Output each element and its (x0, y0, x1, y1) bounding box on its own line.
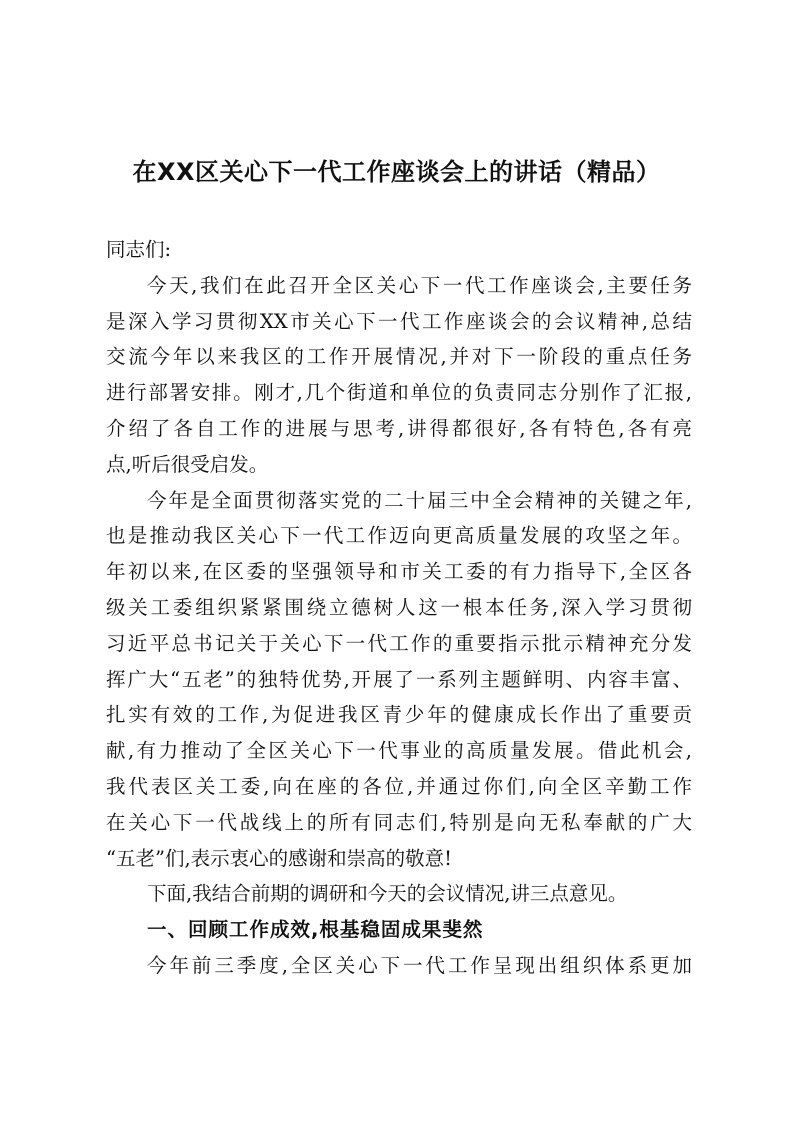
paragraph-line: 扎实有效的工作,为促进我区青少年的健康成长作出了重要贡 (106, 703, 692, 727)
document-title: 在XX区关心下一代工作座谈会上的讲话（精品） (132, 158, 661, 186)
paragraph-line: 献,有力推动了全区关心下一代事业的高质量发展。借此机会, (106, 739, 692, 763)
paragraph-line: 今年是全面贯彻落实党的二十届三中全会精神的关键之年, (147, 488, 692, 512)
paragraph-line: 点,听后很受启发。 (106, 452, 269, 476)
paragraph-line: 进行部署安排。刚才,几个街道和单位的负责同志分别作了汇报, (106, 381, 692, 405)
paragraph-line: 我代表区关工委,向在座的各位,并通过你们,向全区辛勤工作 (106, 774, 692, 798)
paragraph-line: 挥广大“五老”的独特优势,开展了一系列主题鲜明、内容丰富、 (106, 667, 692, 691)
paragraph-line: “五老”们,表示衷心的感谢和崇高的敬意! (106, 846, 452, 870)
paragraph-line: 今年前三季度,全区关心下一代工作呈现出组织体系更加 (147, 953, 692, 977)
paragraph-line: 介绍了各自工作的进展与思考,讲得都很好,各有特色,各有亮 (106, 416, 692, 440)
paragraph-line: 级关工委组织紧紧围绕立德树人这一根本任务,深入学习贯彻 (106, 595, 692, 619)
paragraph-line: 今天,我们在此召开全区关心下一代工作座谈会,主要任务 (147, 273, 692, 297)
paragraph-line: 也是推动我区关心下一代工作迈向更高质量发展的攻坚之年。 (106, 524, 692, 548)
section-heading: 一、回顾工作成效,根基稳固成果斐然 (147, 918, 484, 942)
paragraph-line: 下面,我结合前期的调研和今天的会议情况,讲三点意见。 (147, 882, 628, 906)
paragraph-line: 是深入学习贯彻XX市关心下一代工作座谈会的会议精神,总结 (106, 309, 692, 333)
paragraph-line: 在关心下一代战线上的所有同志们,特别是向无私奉献的广大 (106, 810, 692, 834)
paragraph-line: 年初以来,在区委的坚强领导和市关工委的有力指导下,全区各 (106, 560, 692, 584)
paragraph-line: 习近平总书记关于关心下一代工作的重要指示批示精神充分发 (106, 631, 692, 655)
paragraph-line: 交流今年以来我区的工作开展情况,并对下一阶段的重点任务 (106, 345, 692, 369)
document-body (106, 232, 692, 984)
salutation: 同志们: (106, 238, 172, 261)
